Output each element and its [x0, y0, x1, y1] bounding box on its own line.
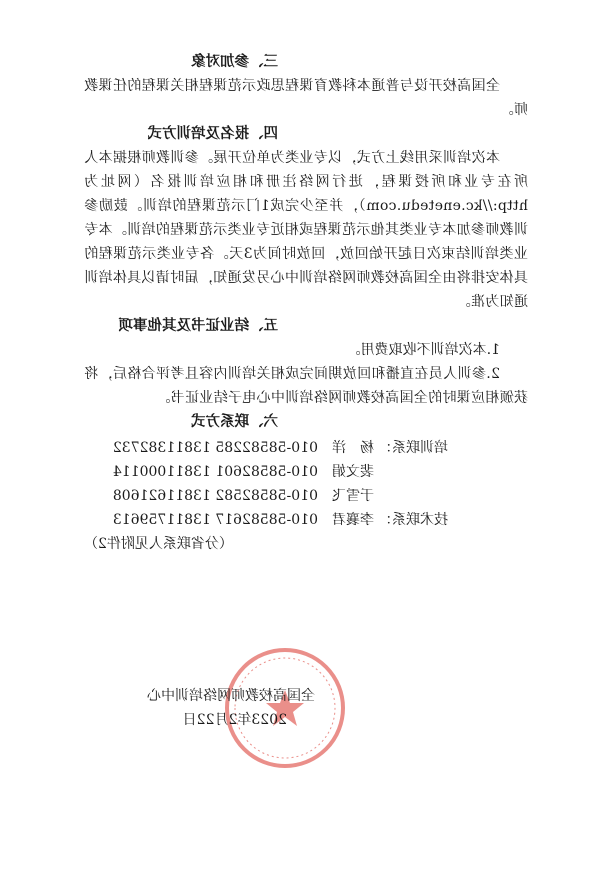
- contact-phones: 010-58582582 13811621608: [112, 488, 318, 504]
- contact-name: 裴文娟: [332, 464, 374, 480]
- contact-note: （分省联系人见附件2）: [84, 536, 233, 552]
- contact-label: [374, 460, 528, 484]
- contact-phones: 010-58582601 13811000114: [112, 464, 318, 480]
- section5-heading: 五、结业证书及其他事项: [118, 317, 278, 334]
- contact-phones: 010-58582285 13811382732: [112, 440, 318, 456]
- section3-text: 全国高校开设与普通本科教育课程思政示范课程相关课程的任课教师。: [84, 78, 528, 118]
- contact-label: [374, 484, 528, 508]
- section4-heading: 四、报名及培训方式: [147, 125, 278, 142]
- contact-row: [84, 460, 528, 484]
- signature-org: 全国高校教师网络培训中心: [147, 688, 315, 704]
- contact-row: [84, 436, 528, 460]
- section5-item2: 2.参训人员在直播和回放期间完成相关培训内容且考评合格后，将获颁相应课时的全国高校教师网络培训中心电子结业证书。: [84, 366, 528, 406]
- signature-date: 2023年2月22日: [182, 712, 287, 728]
- section3-heading: 三、参加对象: [191, 53, 278, 70]
- document-body: [84, 50, 528, 556]
- contact-name: 李襄君: [332, 512, 374, 528]
- signature-block: [75, 684, 315, 732]
- contact-row: [84, 508, 528, 532]
- contact-name: 于雪飞: [332, 488, 374, 504]
- contact-label: 培训联系：: [378, 440, 448, 456]
- section5-item1: 1.本次培训不收取费用。: [346, 342, 500, 358]
- section4-text: 本次培训采用线上方式，以专业类为单位开展。参训教师根据本人所在专业和所授课程，进行网络注册和相应培训报名（网址为 http://kc.enetedu.com），并至少完成1门示范课程的培训。鼓励参训教师参加本专业类其他示范课程或相近专业类示范课程的培训。本专业类培训结束次日起开始回放，回放时间为3天。各专业类示范课程的具体安排将由全国高校教师网络培训中心另发通知，届时请以具体培训通知为准。: [84, 150, 528, 310]
- section6-heading: 六、联系方式: [191, 413, 278, 430]
- contact-label: 技术联系：: [378, 512, 448, 528]
- contact-list: [84, 436, 528, 556]
- contact-phones: 010-58582617 13811759613: [112, 512, 318, 528]
- contact-row: [84, 484, 528, 508]
- contact-name: 杨 洋: [332, 440, 374, 456]
